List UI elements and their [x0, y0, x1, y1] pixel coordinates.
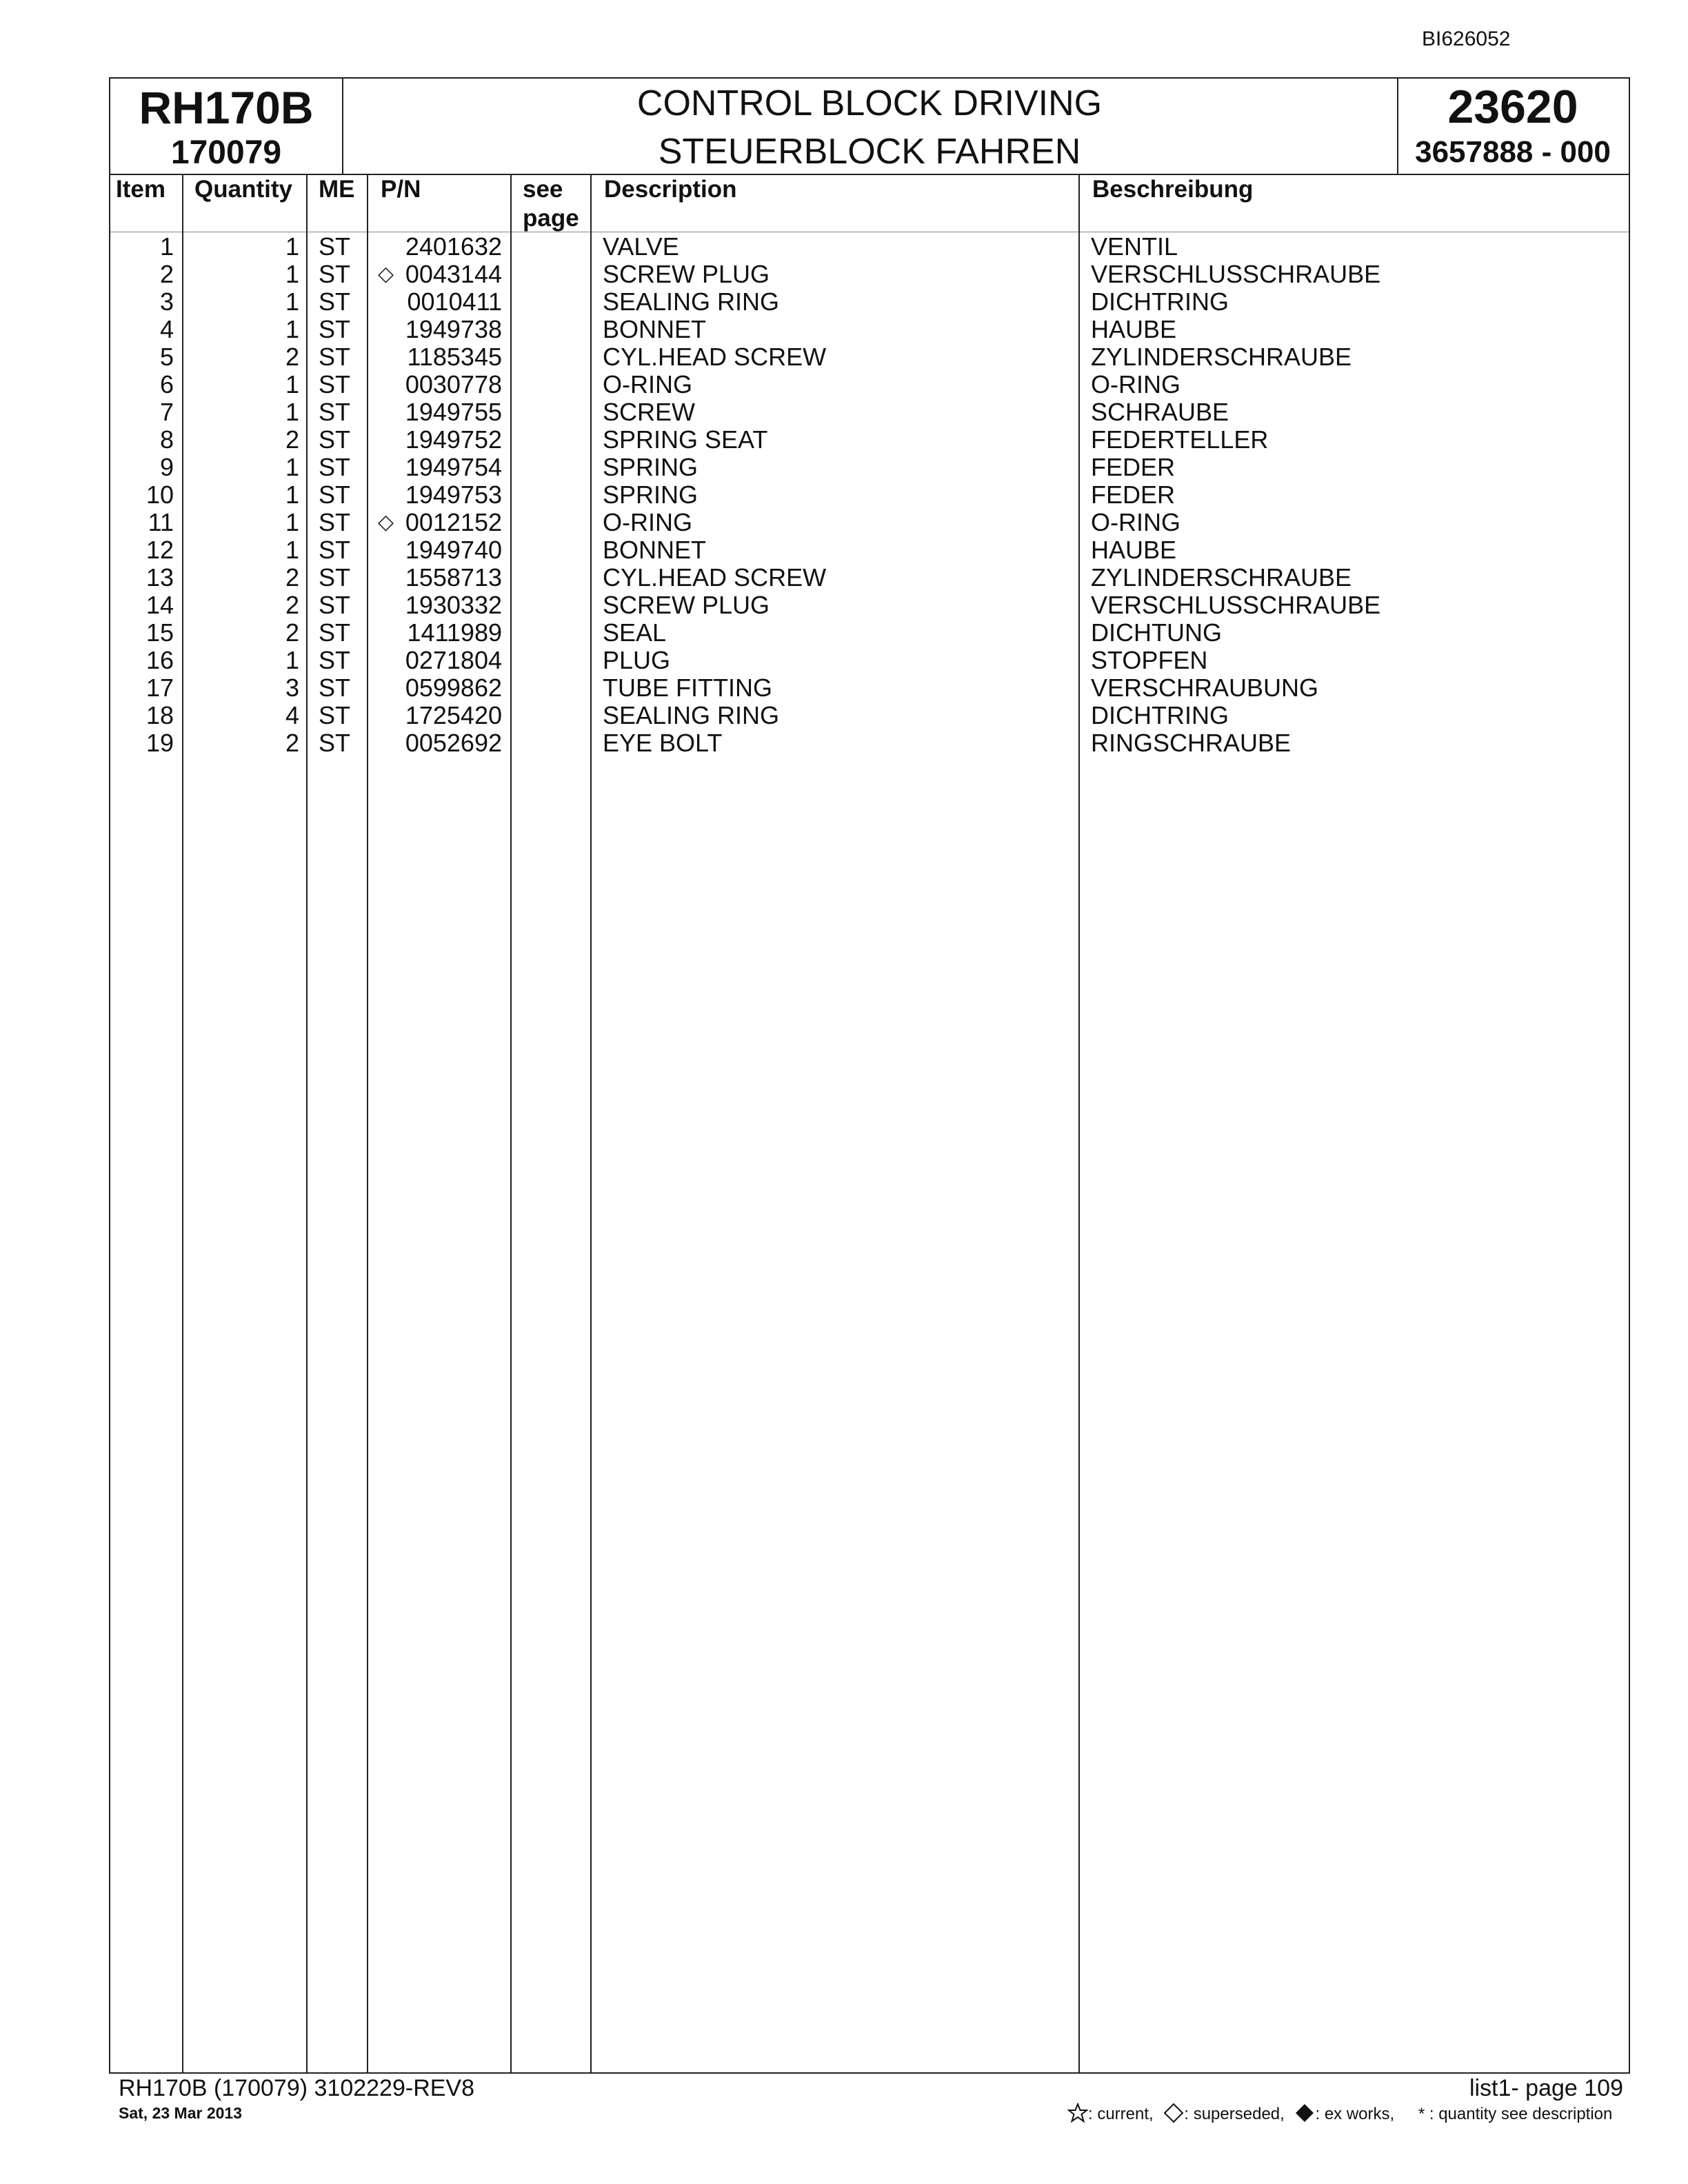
cell-desc: VALVE	[603, 232, 679, 261]
cell-item: 6	[159, 370, 174, 398]
cell-desc: SEALING RING	[603, 287, 780, 316]
parts-list-frame	[109, 77, 1630, 2074]
cell-item: 3	[159, 287, 174, 316]
cell-pn: 0010411	[407, 287, 502, 316]
cell-qty: 1	[285, 453, 299, 481]
cell-pn: 1949755	[405, 398, 502, 426]
cell-qty: 1	[285, 315, 299, 343]
cell-beschr: VERSCHLUSSCHRAUBE	[1091, 260, 1381, 288]
cell-item: 15	[145, 618, 174, 647]
footer-page: list1- page 109	[1469, 2075, 1623, 2101]
cell-item: 14	[145, 591, 174, 619]
group-number: 23620	[1447, 81, 1578, 133]
cell-me: ST	[319, 729, 351, 757]
cell-qty: 1	[285, 287, 299, 316]
column-header-beschreibung: Beschreibung	[1092, 176, 1254, 203]
legend-quantity-note: * : quantity see description	[1418, 2105, 1613, 2123]
cell-qty: 1	[285, 260, 299, 288]
legend-superseded: : superseded,	[1184, 2105, 1285, 2123]
cell-qty: 4	[285, 701, 299, 729]
cell-pn: 1930332	[405, 591, 502, 619]
cell-qty: 2	[285, 343, 299, 371]
title-english: CONTROL BLOCK DRIVING	[636, 83, 1103, 123]
cell-item: 13	[145, 563, 174, 592]
table-row	[110, 481, 1629, 509]
cell-qty: 1	[285, 232, 299, 261]
cell-item: 11	[148, 508, 174, 536]
cell-pn: 1558713	[405, 563, 502, 592]
document-id: BI626052	[1422, 28, 1511, 50]
superseded-diamond-icon: ◇	[378, 263, 394, 285]
cell-pn: 1949753	[405, 481, 502, 509]
table-row	[110, 261, 1629, 288]
cell-beschr: FEDER	[1091, 453, 1176, 481]
cell-pn: 0599862	[405, 674, 502, 702]
cell-beschr: FEDER	[1091, 481, 1176, 509]
cell-desc: O-RING	[603, 370, 692, 398]
cell-qty: 1	[285, 398, 299, 426]
cell-desc: BONNET	[603, 536, 707, 564]
cell-desc: CYL.HEAD SCREW	[603, 343, 827, 371]
footer-date: Sat, 23 Mar 2013	[119, 2104, 243, 2122]
cell-me: ST	[319, 508, 351, 536]
cell-me: ST	[319, 398, 351, 426]
cell-qty: 3	[285, 674, 299, 702]
star-outline-icon	[1067, 2103, 1088, 2123]
cell-qty: 1	[285, 646, 299, 674]
table-row	[110, 674, 1629, 702]
cell-desc: CYL.HEAD SCREW	[603, 563, 827, 592]
cell-me: ST	[319, 563, 351, 592]
cell-desc: SCREW PLUG	[603, 260, 770, 288]
cell-item: 9	[159, 453, 174, 481]
cell-item: 5	[159, 343, 174, 371]
cell-beschr: HAUBE	[1091, 315, 1177, 343]
cell-qty: 2	[285, 591, 299, 619]
table-row	[110, 509, 1629, 536]
cell-qty: 1	[285, 370, 299, 398]
cell-item: 1	[159, 232, 174, 261]
legend-ex-works: : ex works,	[1315, 2105, 1395, 2123]
column-header-description: Description	[604, 176, 737, 203]
cell-beschr: DICHTRING	[1091, 701, 1229, 729]
cell-beschr: ZYLINDERSCHRAUBE	[1091, 343, 1352, 371]
cell-me: ST	[319, 453, 351, 481]
cell-pn: 0052692	[405, 729, 502, 757]
cell-item: 12	[145, 536, 174, 564]
table-row	[110, 233, 1629, 261]
cell-pn: 1725420	[405, 701, 502, 729]
column-header-see: see	[523, 176, 563, 203]
cell-desc: SPRING	[603, 453, 699, 481]
cell-pn: 1949754	[405, 453, 502, 481]
title-german: STEUERBLOCK FAHREN	[658, 132, 1081, 172]
cell-pn: 1185345	[407, 343, 502, 371]
footer-reference: RH170B (170079) 3102229-REV8	[119, 2075, 475, 2101]
cell-pn: 0271804	[405, 646, 502, 674]
cell-pn: 2401632	[405, 232, 502, 261]
legend-current: : current,	[1088, 2105, 1154, 2123]
cell-me: ST	[319, 674, 351, 702]
cell-me: ST	[319, 536, 351, 564]
cell-item: 18	[145, 701, 174, 729]
cell-me: ST	[319, 343, 351, 371]
document-number: 3657888 - 000	[1415, 135, 1611, 169]
cell-beschr: O-RING	[1091, 370, 1180, 398]
superseded-diamond-icon: ◇	[378, 511, 394, 534]
cell-qty: 1	[285, 481, 299, 509]
cell-qty: 2	[285, 425, 299, 454]
serial-number: 170079	[170, 134, 282, 171]
cell-beschr: SCHRAUBE	[1091, 398, 1229, 426]
cell-desc: SEALING RING	[603, 701, 780, 729]
cell-item: 16	[145, 646, 174, 674]
table-row	[110, 564, 1629, 592]
cell-beschr: DICHTUNG	[1091, 618, 1222, 647]
cell-me: ST	[319, 315, 351, 343]
cell-desc: EYE BOLT	[603, 729, 723, 757]
cell-me: ST	[319, 370, 351, 398]
table-row	[110, 647, 1629, 674]
cell-desc: SCREW PLUG	[603, 591, 770, 619]
table-row	[110, 343, 1629, 371]
cell-qty: 2	[285, 729, 299, 757]
cell-desc: PLUG	[603, 646, 671, 674]
cell-pn: 0012152	[405, 508, 502, 536]
column-header-me: ME	[319, 176, 355, 203]
cell-item: 17	[145, 674, 174, 702]
cell-item: 2	[159, 260, 174, 288]
table-row	[110, 536, 1629, 564]
cell-pn: 0030778	[405, 370, 502, 398]
table-row	[110, 702, 1629, 729]
column-header-page: page	[523, 205, 579, 232]
table-row	[110, 729, 1629, 757]
cell-desc: SEAL	[603, 618, 667, 647]
symbol-legend	[1067, 2103, 1612, 2124]
cell-beschr: RINGSCHRAUBE	[1091, 729, 1292, 757]
cell-qty: 1	[285, 508, 299, 536]
diamond-filled-icon	[1294, 2103, 1315, 2123]
cell-pn: 1949740	[405, 536, 502, 564]
cell-desc: O-RING	[603, 508, 692, 536]
cell-me: ST	[319, 260, 351, 288]
cell-pn: 0043144	[405, 260, 502, 288]
cell-me: ST	[319, 618, 351, 647]
cell-item: 8	[159, 425, 174, 454]
cell-beschr: ZYLINDERSCHRAUBE	[1091, 563, 1352, 592]
table-row	[110, 454, 1629, 481]
cell-pn: 1949752	[405, 425, 502, 454]
cell-beschr: O-RING	[1091, 508, 1180, 536]
table-row	[110, 398, 1629, 426]
cell-me: ST	[319, 591, 351, 619]
cell-me: ST	[319, 287, 351, 316]
cell-me: ST	[319, 646, 351, 674]
cell-beschr: VERSCHRAUBUNG	[1091, 674, 1319, 702]
cell-pn: 1949738	[405, 315, 502, 343]
cell-beschr: VERSCHLUSSCHRAUBE	[1091, 591, 1381, 619]
cell-qty: 2	[285, 618, 299, 647]
cell-desc: SCREW	[603, 398, 695, 426]
table-row	[110, 592, 1629, 619]
table-row	[110, 288, 1629, 316]
cell-me: ST	[319, 232, 351, 261]
cell-item: 4	[159, 315, 174, 343]
table-row	[110, 316, 1629, 343]
cell-pn: 1411989	[407, 618, 502, 647]
cell-beschr: FEDERTELLER	[1091, 425, 1269, 454]
cell-item: 10	[145, 481, 174, 509]
diamond-outline-icon	[1163, 2103, 1184, 2123]
cell-me: ST	[319, 425, 351, 454]
cell-me: ST	[319, 481, 351, 509]
cell-desc: TUBE FITTING	[603, 674, 772, 702]
cell-qty: 1	[285, 536, 299, 564]
cell-item: 19	[145, 729, 174, 757]
cell-qty: 2	[285, 563, 299, 592]
table-row	[110, 619, 1629, 647]
table-row	[110, 426, 1629, 454]
cell-beschr: STOPFEN	[1091, 646, 1208, 674]
cell-beschr: HAUBE	[1091, 536, 1177, 564]
cell-beschr: DICHTRING	[1091, 287, 1229, 316]
cell-beschr: VENTIL	[1091, 232, 1178, 261]
table-row	[110, 371, 1629, 398]
model-name: RH170B	[139, 82, 314, 133]
column-header-pn: P/N	[381, 176, 421, 203]
cell-desc: SPRING	[603, 481, 699, 509]
cell-desc: SPRING SEAT	[603, 425, 768, 454]
column-header-quantity: Quantity	[194, 176, 292, 203]
cell-item: 7	[159, 398, 174, 426]
column-header-item: Item	[116, 176, 165, 203]
cell-desc: BONNET	[603, 315, 707, 343]
cell-me: ST	[319, 701, 351, 729]
